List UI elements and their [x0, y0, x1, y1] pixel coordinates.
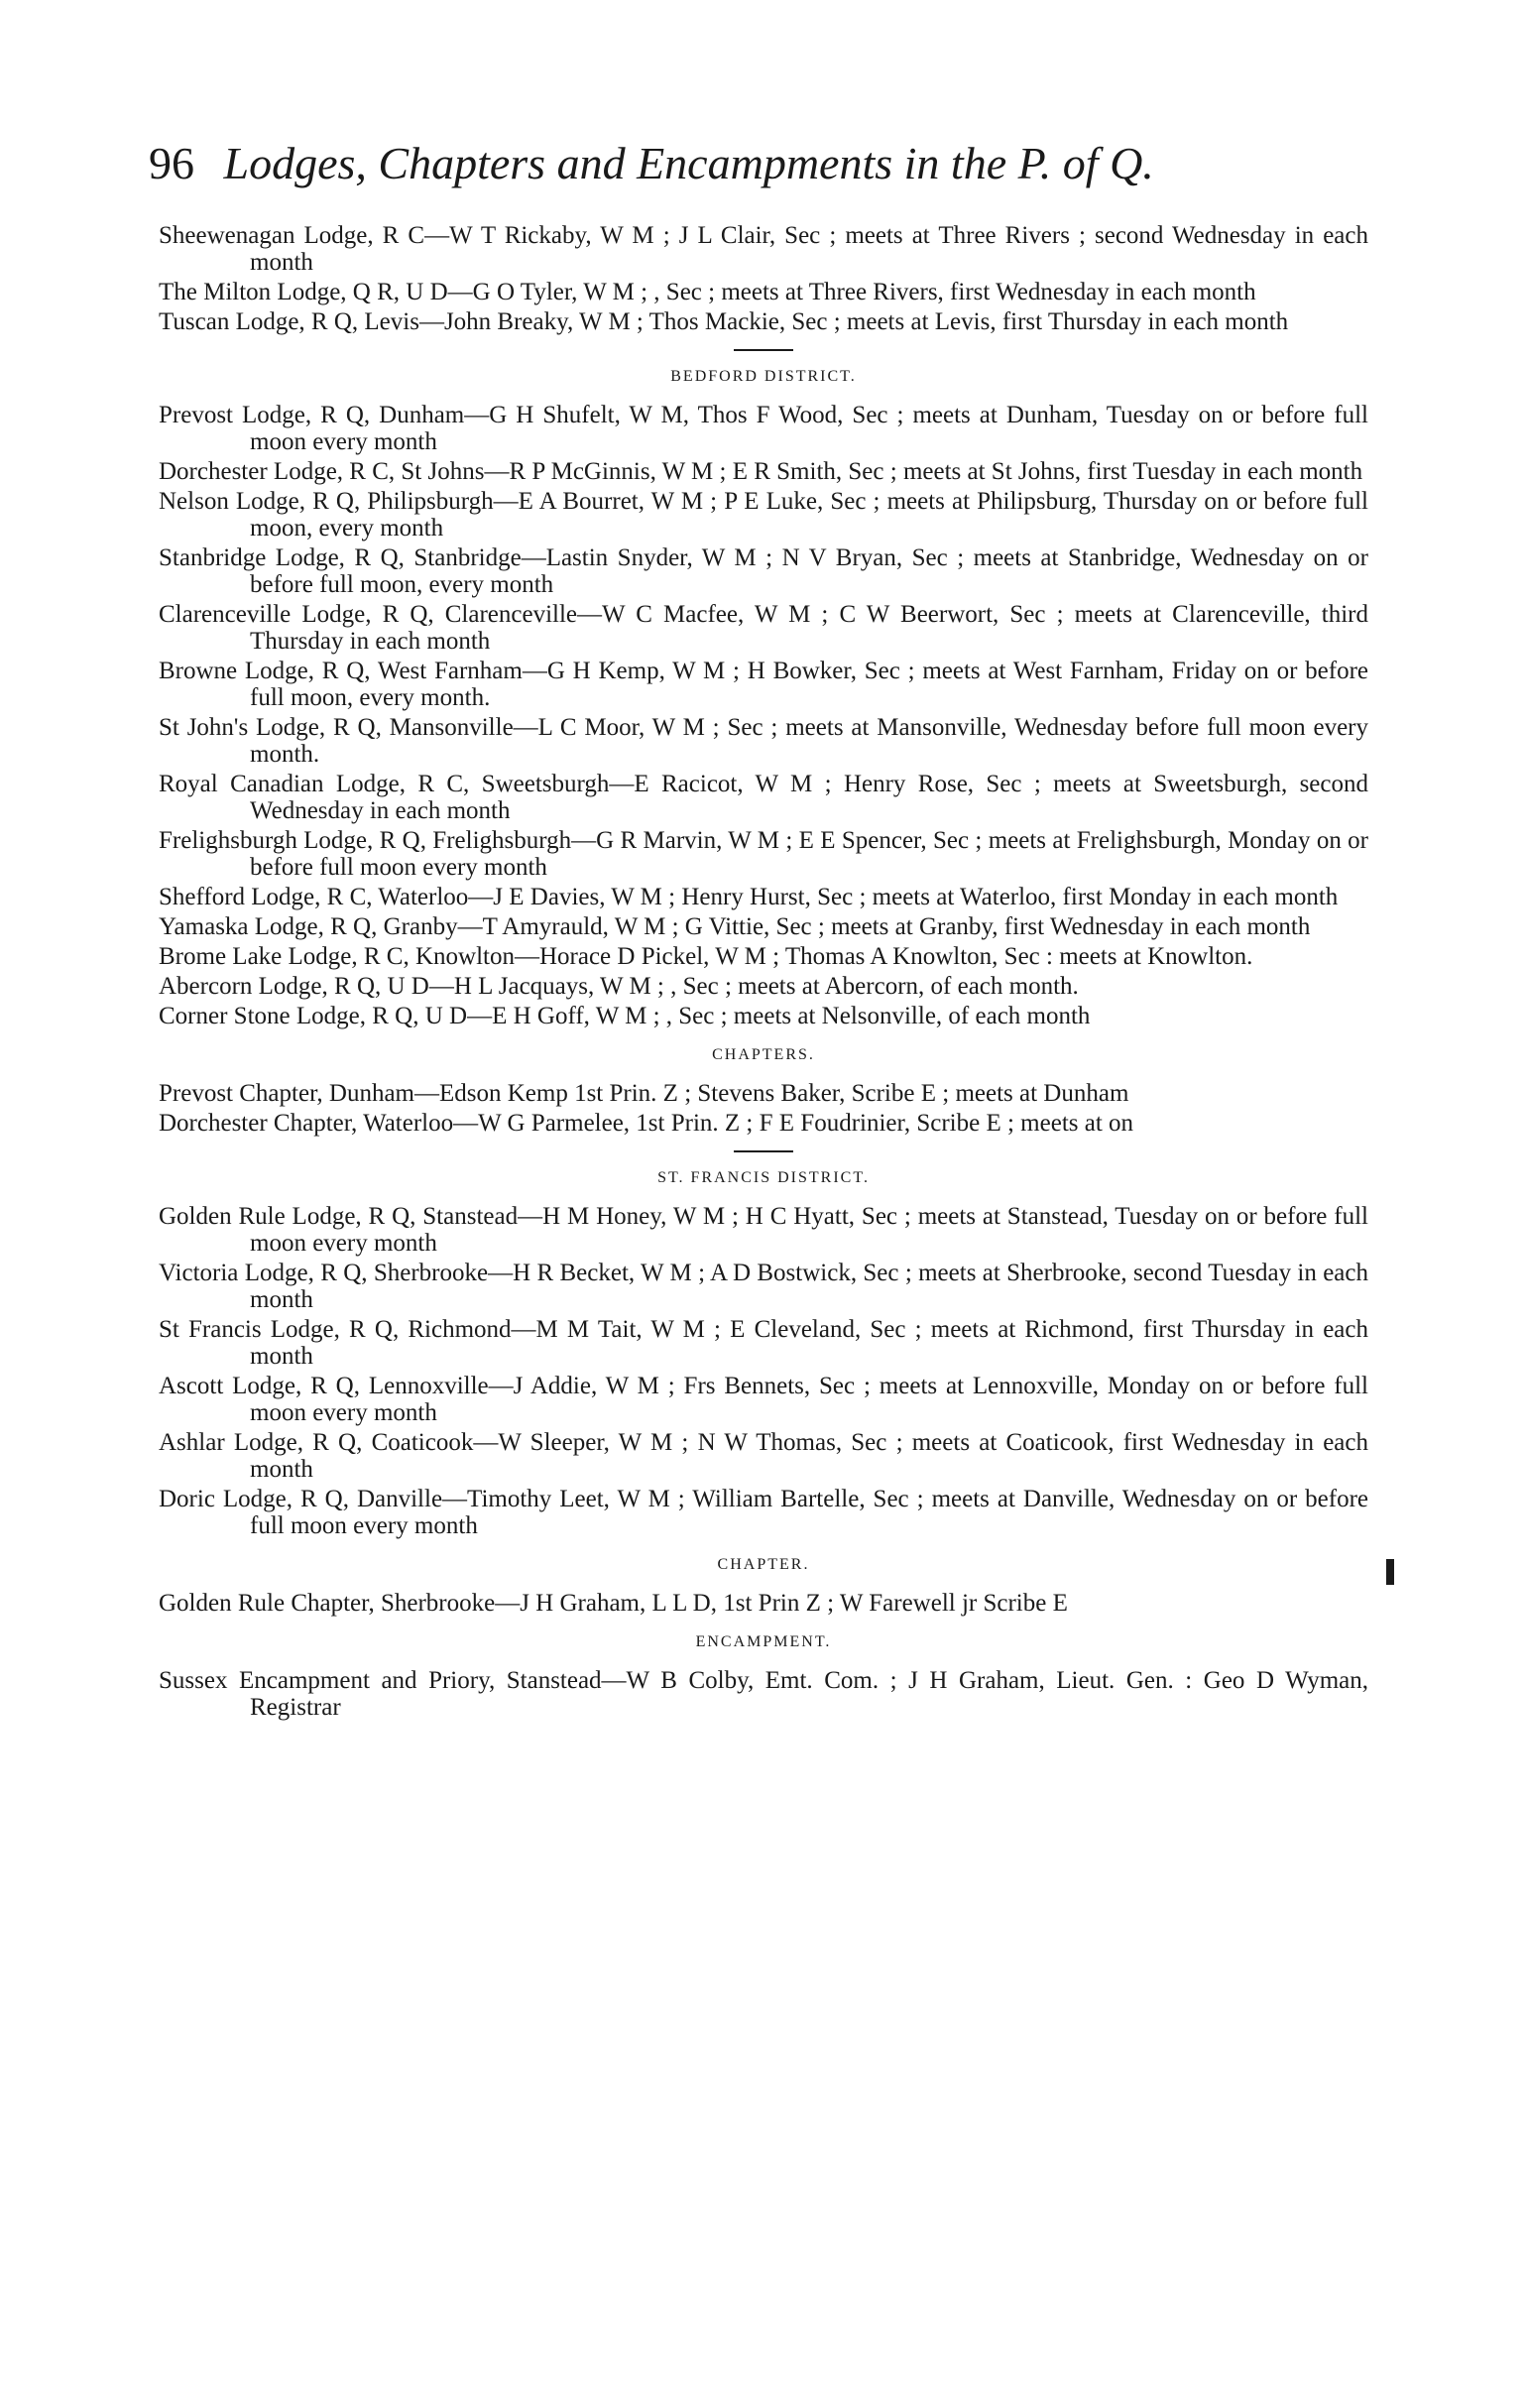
lodge-entry: Ascott Lodge, R Q, Lennoxville—J Addie, W M ; Frs Bennets, Sec ; meets at Lennoxville, Monday on or before full moon every month — [159, 1373, 1368, 1426]
lodge-entry: Ashlar Lodge, R Q, Coaticook—W Sleeper, W M ; N W Thomas, Sec ; meets at Coaticook, first Wednesday in each month — [159, 1429, 1368, 1483]
lodge-entry: Nelson Lodge, R Q, Philipsburgh—E A Bourret, W M ; P E Luke, Sec ; meets at Philipsburg, Thursday on or before full moon, every month — [159, 488, 1368, 542]
section-heading: ENCAMPMENT. — [695, 1633, 832, 1650]
lodge-entry: Sheewenagan Lodge, R C—W T Rickaby, W M ; J L Clair, Sec ; meets at Three Rivers ; second Wednesday in each month — [159, 222, 1368, 276]
lodge-entry: Tuscan Lodge, R Q, Levis—John Breaky, W M ; Thos Mackie, Sec ; meets at Levis, first Thursday in each month — [159, 308, 1289, 335]
lodge-entry: Doric Lodge, R Q, Danville—Timothy Leet, W M ; William Bartelle, Sec ; meets at Danville, Wednesday on or before full moon every month — [159, 1486, 1368, 1539]
margin-mark — [1386, 1559, 1394, 1585]
lodge-entry: Shefford Lodge, R C, Waterloo—J E Davies, W M ; Henry Hurst, Sec ; meets at Waterloo, first Monday in each month — [159, 884, 1339, 910]
lodge-entry: Royal Canadian Lodge, R C, Sweetsburgh—E Racicot, W M ; Henry Rose, Sec ; meets at Sweetsburgh, second Wednesday in each month — [159, 771, 1368, 824]
lodge-entry: Corner Stone Lodge, R Q, U D—E H Goff, W M ; , Sec ; meets at Nelsonville, of each month — [159, 1003, 1091, 1029]
lodge-entry: Victoria Lodge, R Q, Sherbrooke—H R Becket, W M ; A D Bostwick, Sec ; meets at Sherbrooke, second Tuesday in each month — [159, 1260, 1368, 1313]
section-rule — [734, 1150, 793, 1152]
lodge-entry: Dorchester Chapter, Waterloo—W G Parmelee, 1st Prin. Z ; F E Foudrinier, Scribe E ; meets at on — [159, 1110, 1134, 1137]
section-heading: CHAPTERS. — [712, 1046, 815, 1063]
lodge-entry: St John's Lodge, R Q, Mansonville—L C Moor, W M ; Sec ; meets at Mansonville, Wednesday before full moon every month. — [159, 714, 1368, 768]
lodge-entry: Golden Rule Chapter, Sherbrooke—J H Graham, L L D, 1st Prin Z ; W Farewell jr Scribe E — [159, 1590, 1068, 1617]
page-number: 96 — [149, 138, 194, 188]
directory-listing — [159, 222, 1368, 1724]
lodge-entry: Abercorn Lodge, R Q, U D—H L Jacquays, W M ; , Sec ; meets at Abercorn, of each month. — [159, 973, 1079, 1000]
lodge-entry: Prevost Chapter, Dunham—Edson Kemp 1st Prin. Z ; Stevens Baker, Scribe E ; meets at Dunham — [159, 1080, 1129, 1107]
lodge-entry: St Francis Lodge, R Q, Richmond—M M Tait, W M ; E Cleveland, Sec ; meets at Richmond, first Thursday in each month — [159, 1316, 1368, 1370]
section-heading: ST. FRANCIS DISTRICT. — [657, 1169, 870, 1186]
section-heading: BEDFORD DISTRICT. — [670, 368, 857, 385]
running-header — [149, 137, 1154, 189]
lodge-entry: Frelighsburgh Lodge, R Q, Frelighsburgh—G R Marvin, W M ; E E Spencer, Sec ; meets at Frelighsburgh, Monday on or before full moon every month — [159, 827, 1368, 881]
lodge-entry: Brome Lake Lodge, R C, Knowlton—Horace D Pickel, W M ; Thomas A Knowlton, Sec : meets at Knowlton. — [159, 943, 1253, 970]
lodge-entry: Stanbridge Lodge, R Q, Stanbridge—Lastin Snyder, W M ; N V Bryan, Sec ; meets at Stanbridge, Wednesday on or before full moon, every month — [159, 544, 1368, 598]
lodge-entry: Yamaska Lodge, R Q, Granby—T Amyrauld, W M ; G Vittie, Sec ; meets at Granby, first Wednesday in each month — [159, 913, 1311, 940]
section-rule — [734, 349, 793, 351]
lodge-entry: Prevost Lodge, R Q, Dunham—G H Shufelt, W M, Thos F Wood, Sec ; meets at Dunham, Tuesday on or before full moon every month — [159, 402, 1368, 455]
lodge-entry: Golden Rule Lodge, R Q, Stanstead—H M Honey, W M ; H C Hyatt, Sec ; meets at Stanstead, Tuesday on or before full moon every month — [159, 1203, 1368, 1257]
lodge-entry: Clarenceville Lodge, R Q, Clarenceville—W C Macfee, W M ; C W Beerwort, Sec ; meets at Clarenceville, third Thursday in each month — [159, 601, 1368, 655]
section-heading: CHAPTER. — [717, 1556, 810, 1573]
lodge-entry: Dorchester Lodge, R C, St Johns—R P McGinnis, W M ; E R Smith, Sec ; meets at St Johns, first Tuesday in each month — [159, 458, 1363, 485]
page-title: Lodges, Chapters and Encampments in the P. of Q. — [223, 138, 1154, 188]
lodge-entry: Sussex Encampment and Priory, Stanstead—W B Colby, Emt. Com. ; J H Graham, Lieut. Gen. : Geo D Wyman, Registrar — [159, 1667, 1368, 1721]
lodge-entry: The Milton Lodge, Q R, U D—G O Tyler, W M ; , Sec ; meets at Three Rivers, first Wednesday in each month — [159, 279, 1256, 305]
lodge-entry: Browne Lodge, R Q, West Farnham—G H Kemp, W M ; H Bowker, Sec ; meets at West Farnham, Friday on or before full moon, every month. — [159, 658, 1368, 711]
